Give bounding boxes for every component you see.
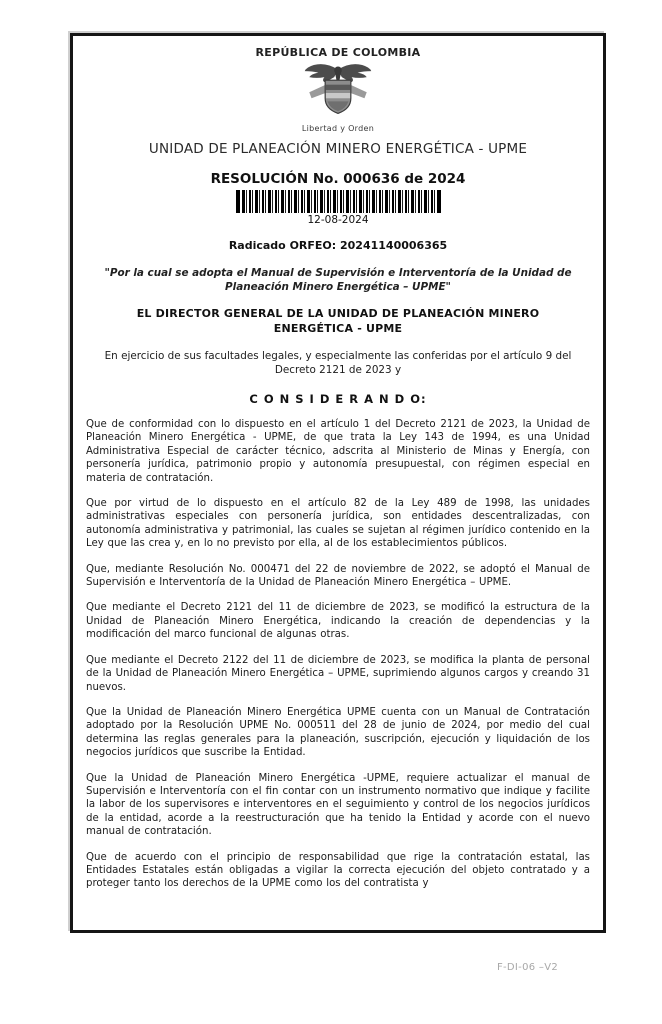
issuer-heading: EL DIRECTOR GENERAL DE LA UNIDAD DE PLANEACIÓN MINERO ENERGÉTICA - UPME [136,307,540,335]
barcode-icon [236,190,441,213]
paragraph-4: Que mediante el Decreto 2121 del 11 de diciembre de 2023, se modificó la estructura de la Unidad de Planeación Minero Energética, indicando la creación de dependencias y la modificación del marco funcional de algunas otras. [86,602,590,641]
paragraph-3: Que, mediante Resolución No. 000471 del 22 de noviembre de 2022, se adoptó el Manual de Supervisión e Interventoría de la Unidad de Planeación Minero Energética – UPME. [86,563,590,589]
considering-heading: C O N S I D E R A N D O: [249,392,427,406]
resolution-subject-quote: "Por la cual se adopta el Manual de Supervisión e Interventoría de la Unidad de Planeación Minero Energética – UPME" [104,267,572,293]
republic-heading: REPÚBLICA DE COLOMBIA [255,46,421,59]
paragraph-5: Que mediante el Decreto 2122 del 11 de diciembre de 2023, se modifica la planta de personal de la Unidad de Planeación Minero Energética – UPME, suprimiendo algunos cargos y creando 31 nuevos. [86,654,590,693]
document-border-frame [70,33,606,933]
paragraph-1: Que de conformidad con lo dispuesto en el artículo 1 del Decreto 2121 de 2023, la Unidad de Planeación Minero Energética - UPME, de que trata la Ley 143 de 1994, es una Unidad Administrativa Especial de carácter técnico, adscrita al Ministerio de Minas y Energía, con personería jurídica, patrimonio propio y autonomía presupuestal, con régimen especial en materia de contratación. [86,419,590,484]
entity-name-heading: UNIDAD DE PLANEACIÓN MINERO ENERGÉTICA - UPME [148,141,528,157]
paragraph-7: Que la Unidad de Planeación Minero Energética -UPME, requiere actualizar el manual de Supervisión e Interventoría con el fin contar con un instrumento normativo que indique y facilite la labor de los supervisores e interventores en el seguimiento y control de los negocios jurídicos de la entidad, acorde a la reestructuración que ha tenido la Entidad y acorde con el nuevo manual de contratación. [86,772,590,838]
considering-paragraphs [86,418,590,891]
radicado-number: Radicado ORFEO: 20241140006365 [228,239,448,252]
resolution-number-heading: RESOLUCIÓN No. 000636 de 2024 [210,171,466,187]
coat-of-arms-icon [86,62,590,124]
form-code-footer: F-DI-06 –V2 [496,962,558,973]
paragraph-6: Que la Unidad de Planeación Minero Energética UPME cuenta con un Manual de Contratación adoptado por la Resolución UPME No. 000511 del 28 de junio de 2024, por medio del cual determina las reglas generales para la planeación, suscripción, ejecución y liquidación de los negocios jurídicos que suscribe la Entidad. [86,706,590,759]
emblem-caption: Libertad y Orden [301,124,375,133]
paragraph-2: Que por virtud de lo dispuesto en el artículo 82 de la Ley 489 de 1998, las unidades administrativas especiales con personería jurídica, son entidades descentralizadas, con autonomía administrativa y patrimonial, las cuales se sujetan al régimen jurídico contenido en la Ley que las crea y, en lo no previsto por ella, al de los establecimientos públicos. [86,498,590,550]
paragraph-8: Que de acuerdo con el principio de responsabilidad que rige la contratación estatal, las Entidades Estatales están obligadas a vigilar la correcta ejecución del objeto contratado y a proteger tanto los derechos de la UPME como los del contratista y [86,851,590,890]
legal-authority-line: En ejercicio de sus facultades legales, y especialmente las conferidas por el artículo 9 del Decreto 2121 de 2023 y [104,350,572,376]
document-content [73,36,603,891]
barcode-date: 12-08-2024 [307,214,369,226]
